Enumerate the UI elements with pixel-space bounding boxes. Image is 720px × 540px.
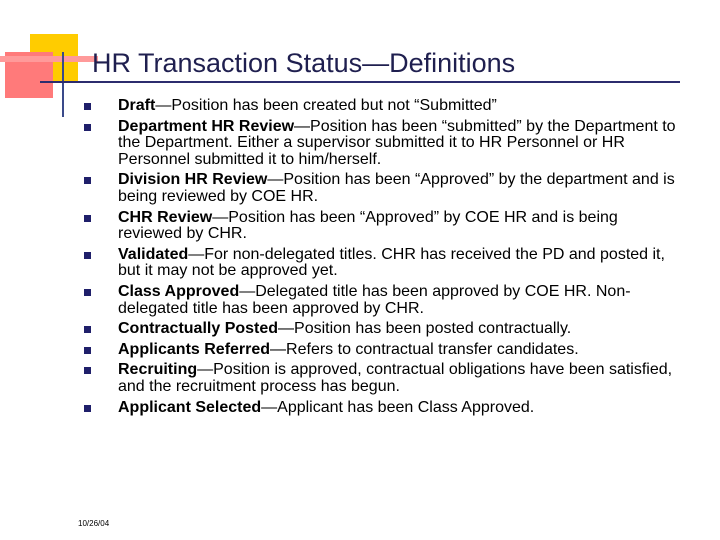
list-item bbox=[80, 98, 680, 115]
status-definition: —Position has been posted contractually. bbox=[278, 320, 572, 338]
square-bullet-icon bbox=[84, 124, 91, 131]
status-term: Division HR Review bbox=[118, 171, 268, 189]
square-bullet-icon bbox=[84, 103, 91, 110]
status-definition: —Position has been “submitted” by the Department to the Department. Either a supervisor submitted it to HR Personnel or HR Personnel submitted it to him/herself. bbox=[118, 117, 676, 168]
square-bullet-icon bbox=[84, 215, 91, 222]
square-bullet-icon bbox=[84, 252, 91, 259]
decorative-vertical-line bbox=[62, 52, 64, 117]
list-item bbox=[80, 362, 680, 395]
status-definition: —Position has been “Approved” by the department and is being reviewed by COE HR. bbox=[118, 171, 675, 205]
decorative-pink-bar bbox=[0, 56, 98, 62]
list-item bbox=[80, 247, 680, 280]
title-underline bbox=[40, 81, 680, 83]
square-bullet-icon bbox=[84, 367, 91, 374]
list-item bbox=[80, 342, 680, 359]
square-bullet-icon bbox=[84, 177, 91, 184]
status-term: CHR Review bbox=[118, 208, 213, 226]
status-term: Department HR Review bbox=[118, 117, 295, 135]
footer-date: 10/26/04 bbox=[78, 519, 110, 528]
status-definition: —Position has been “Approved” by COE HR and is being reviewed by CHR. bbox=[118, 208, 618, 243]
status-definition: —Position is approved, contractual obligations have been satisfied, and the recruitment process has begun. bbox=[118, 361, 673, 395]
list-item bbox=[80, 119, 680, 169]
status-definition: —Refers to contractual transfer candidates. bbox=[270, 340, 579, 358]
status-term: Class Approved bbox=[118, 282, 240, 300]
list-item bbox=[80, 284, 680, 317]
square-bullet-icon bbox=[84, 289, 91, 296]
status-term: Draft bbox=[118, 97, 156, 114]
status-term: Applicants Referred bbox=[118, 340, 271, 358]
status-definition: —Position has been created but not “Submitted” bbox=[155, 97, 497, 114]
square-bullet-icon bbox=[84, 326, 91, 333]
status-definition: —Applicant has been Class Approved. bbox=[261, 398, 535, 416]
status-term: Validated bbox=[118, 245, 189, 263]
status-term: Applicant Selected bbox=[118, 398, 262, 416]
square-bullet-icon bbox=[84, 347, 91, 354]
list-item bbox=[80, 172, 680, 205]
list-item bbox=[80, 400, 680, 417]
slide-title: HR Transaction Status—Definitions bbox=[92, 48, 516, 78]
status-term: Contractually Posted bbox=[118, 320, 279, 338]
list-item bbox=[80, 210, 680, 243]
status-definition: —Delegated title has been approved by COE HR. Non-delegated title has been approved by CHR. bbox=[118, 282, 631, 317]
status-definition: —For non-delegated titles. CHR has received the PD and posted it, but it may not be approved yet. bbox=[118, 245, 665, 280]
square-bullet-icon bbox=[84, 405, 91, 412]
definition-list bbox=[80, 98, 680, 420]
status-term: Recruiting bbox=[118, 361, 198, 379]
list-item bbox=[80, 321, 680, 338]
